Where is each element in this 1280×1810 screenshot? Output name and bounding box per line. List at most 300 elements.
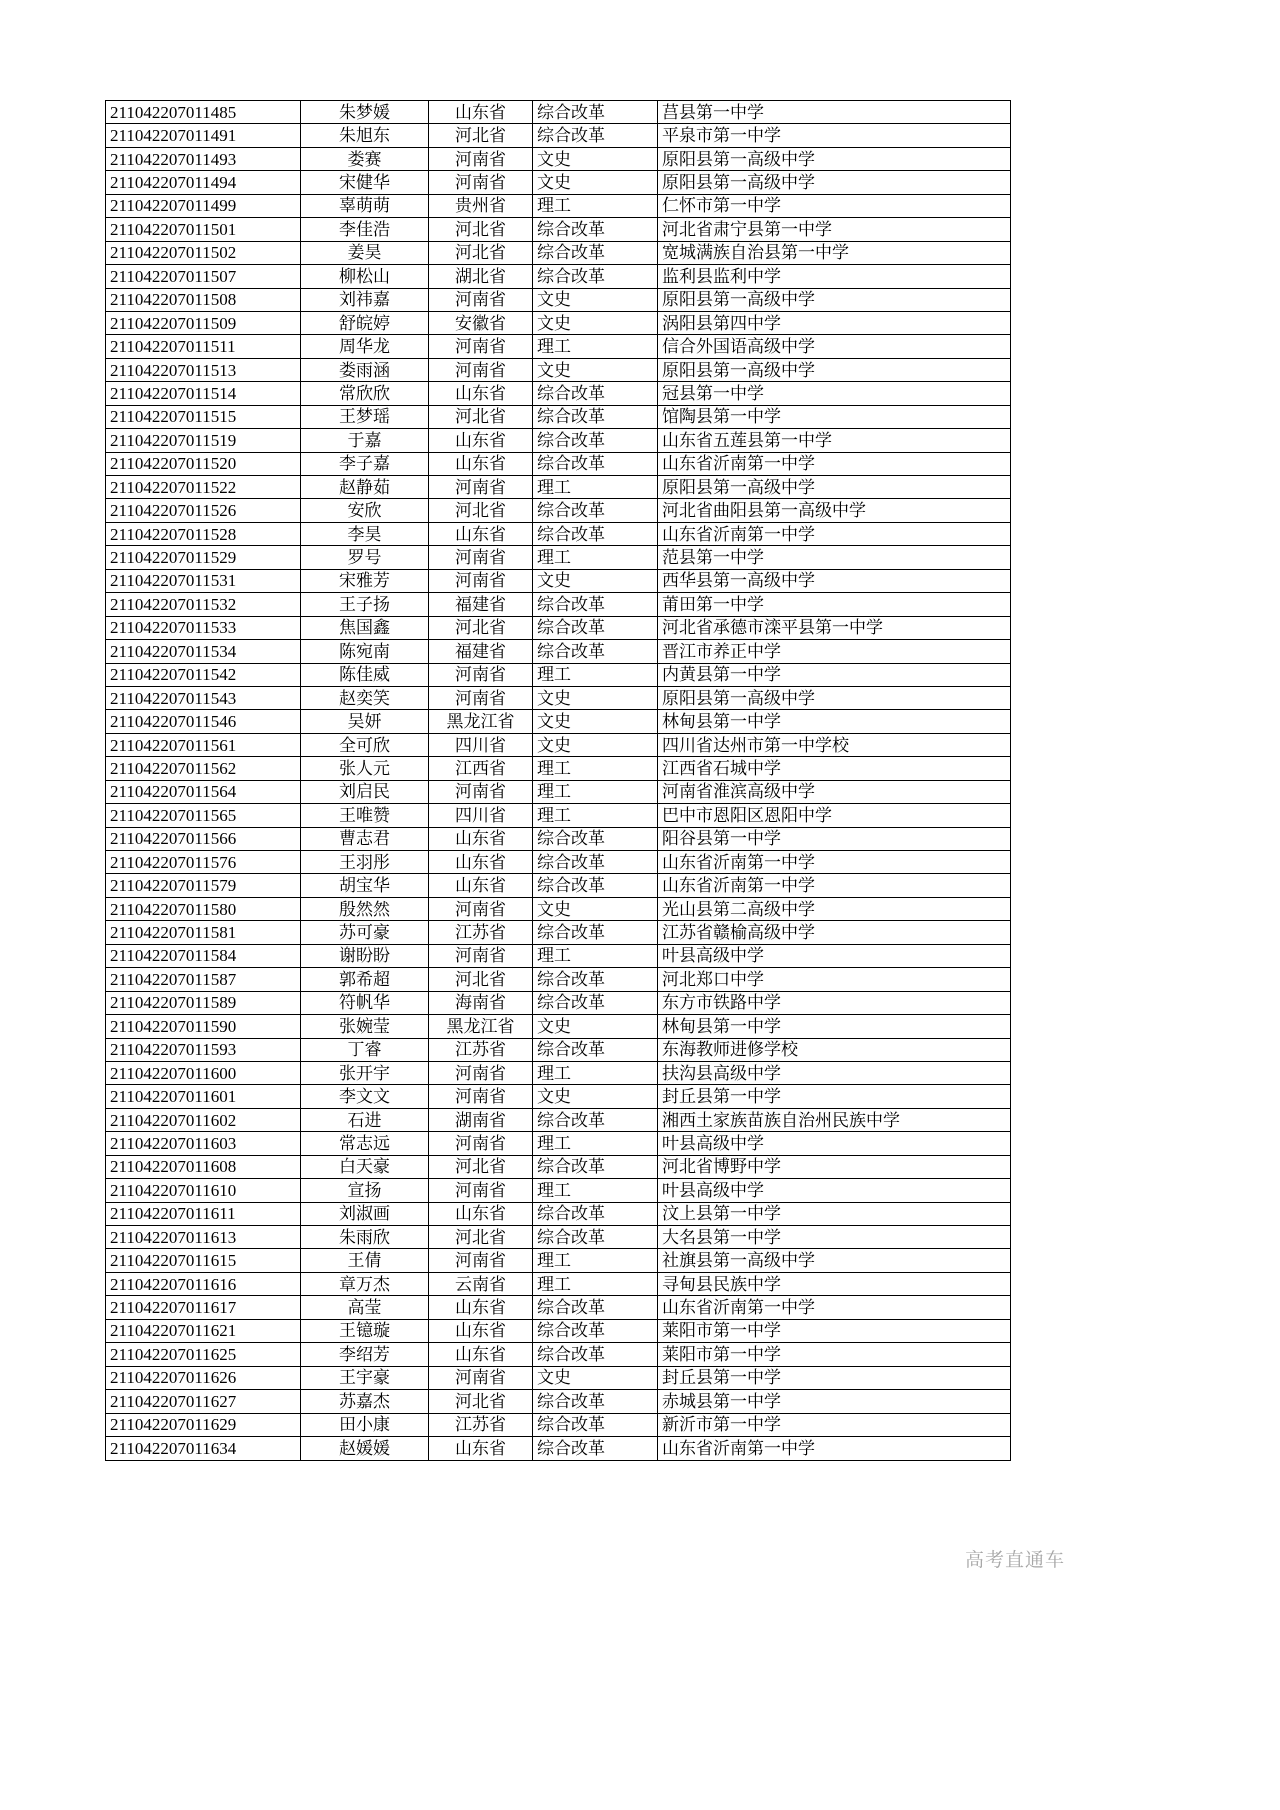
table-row <box>106 1038 1011 1061</box>
cell-school: 新沂市第一中学 <box>658 1413 1011 1436</box>
cell-name: 王子扬 <box>301 593 429 616</box>
cell-id: 211042207011546 <box>106 710 301 733</box>
cell-category: 文史 <box>533 147 658 170</box>
cell-school: 湘西土家族苗族自治州民族中学 <box>658 1108 1011 1131</box>
cell-province: 黑龙江省 <box>429 1015 533 1038</box>
cell-school: 寻甸县民族中学 <box>658 1272 1011 1295</box>
table-row <box>106 429 1011 452</box>
table-row <box>106 147 1011 170</box>
cell-province: 山东省 <box>429 1319 533 1342</box>
cell-province: 河南省 <box>429 1179 533 1202</box>
cell-province: 江西省 <box>429 757 533 780</box>
table-row <box>106 569 1011 592</box>
student-roster-table <box>105 100 1011 1461</box>
table-row <box>106 757 1011 780</box>
cell-category: 综合改革 <box>533 921 658 944</box>
cell-category: 文史 <box>533 288 658 311</box>
cell-school: 林甸县第一中学 <box>658 710 1011 733</box>
cell-province: 河南省 <box>429 171 533 194</box>
table-row <box>106 991 1011 1014</box>
cell-category: 综合改革 <box>533 265 658 288</box>
cell-category: 综合改革 <box>533 616 658 639</box>
table-row <box>106 124 1011 147</box>
cell-name: 殷然然 <box>301 897 429 920</box>
cell-province: 河南省 <box>429 1132 533 1155</box>
cell-id: 211042207011627 <box>106 1390 301 1413</box>
cell-name: 郭希超 <box>301 968 429 991</box>
cell-name: 李子嘉 <box>301 452 429 475</box>
cell-id: 211042207011526 <box>106 499 301 522</box>
cell-id: 211042207011491 <box>106 124 301 147</box>
cell-school: 河北省肃宁县第一中学 <box>658 218 1011 241</box>
cell-id: 211042207011603 <box>106 1132 301 1155</box>
table-row <box>106 780 1011 803</box>
cell-school: 信合外国语高级中学 <box>658 335 1011 358</box>
cell-id: 211042207011494 <box>106 171 301 194</box>
cell-category: 综合改革 <box>533 218 658 241</box>
cell-name: 王倩 <box>301 1249 429 1272</box>
table-row <box>106 1015 1011 1038</box>
cell-category: 理工 <box>533 780 658 803</box>
cell-name: 张婉莹 <box>301 1015 429 1038</box>
table-row <box>106 663 1011 686</box>
cell-name: 于嘉 <box>301 429 429 452</box>
cell-id: 211042207011501 <box>106 218 301 241</box>
cell-id: 211042207011561 <box>106 733 301 756</box>
cell-category: 综合改革 <box>533 640 658 663</box>
cell-name: 娄雨涵 <box>301 358 429 381</box>
cell-school: 冠县第一中学 <box>658 382 1011 405</box>
cell-name: 罗号 <box>301 546 429 569</box>
cell-school: 莆田第一中学 <box>658 593 1011 616</box>
cell-id: 211042207011629 <box>106 1413 301 1436</box>
table-row <box>106 405 1011 428</box>
cell-name: 陈佳威 <box>301 663 429 686</box>
cell-province: 山东省 <box>429 382 533 405</box>
table-row <box>106 686 1011 709</box>
cell-name: 李绍芳 <box>301 1343 429 1366</box>
cell-school: 江苏省赣榆高级中学 <box>658 921 1011 944</box>
cell-id: 211042207011522 <box>106 476 301 499</box>
table-row <box>106 452 1011 475</box>
cell-category: 综合改革 <box>533 1390 658 1413</box>
cell-school: 江西省石城中学 <box>658 757 1011 780</box>
cell-name: 朱雨欣 <box>301 1226 429 1249</box>
table-row <box>106 851 1011 874</box>
cell-province: 河北省 <box>429 499 533 522</box>
cell-category: 理工 <box>533 1249 658 1272</box>
cell-school: 原阳县第一高级中学 <box>658 288 1011 311</box>
cell-category: 综合改革 <box>533 241 658 264</box>
cell-id: 211042207011579 <box>106 874 301 897</box>
cell-category: 综合改革 <box>533 382 658 405</box>
cell-id: 211042207011543 <box>106 686 301 709</box>
cell-category: 理工 <box>533 944 658 967</box>
cell-id: 211042207011532 <box>106 593 301 616</box>
cell-name: 章万杰 <box>301 1272 429 1295</box>
cell-school: 扶沟县高级中学 <box>658 1061 1011 1084</box>
table-row <box>106 1179 1011 1202</box>
cell-name: 张人元 <box>301 757 429 780</box>
cell-category: 综合改革 <box>533 1319 658 1342</box>
cell-category: 综合改革 <box>533 405 658 428</box>
table-row <box>106 1085 1011 1108</box>
table-row <box>106 522 1011 545</box>
table-row <box>106 640 1011 663</box>
cell-school: 四川省达州市第一中学校 <box>658 733 1011 756</box>
cell-province: 河北省 <box>429 241 533 264</box>
cell-category: 文史 <box>533 358 658 381</box>
cell-category: 综合改革 <box>533 452 658 475</box>
cell-category: 综合改革 <box>533 1436 658 1460</box>
cell-category: 综合改革 <box>533 593 658 616</box>
cell-province: 河南省 <box>429 476 533 499</box>
cell-school: 仁怀市第一中学 <box>658 194 1011 217</box>
cell-name: 李昊 <box>301 522 429 545</box>
table-row <box>106 1413 1011 1436</box>
cell-id: 211042207011508 <box>106 288 301 311</box>
cell-id: 211042207011611 <box>106 1202 301 1225</box>
cell-name: 王唯赞 <box>301 804 429 827</box>
cell-category: 理工 <box>533 335 658 358</box>
table-row <box>106 1132 1011 1155</box>
table-row <box>106 546 1011 569</box>
table-row <box>106 358 1011 381</box>
table-row <box>106 1343 1011 1366</box>
table-row <box>106 241 1011 264</box>
cell-id: 211042207011534 <box>106 640 301 663</box>
cell-school: 叶县高级中学 <box>658 1132 1011 1155</box>
cell-name: 周华龙 <box>301 335 429 358</box>
cell-school: 莱阳市第一中学 <box>658 1343 1011 1366</box>
cell-province: 湖北省 <box>429 265 533 288</box>
cell-name: 刘祎嘉 <box>301 288 429 311</box>
cell-id: 211042207011511 <box>106 335 301 358</box>
cell-province: 山东省 <box>429 429 533 452</box>
cell-category: 文史 <box>533 733 658 756</box>
cell-school: 涡阳县第四中学 <box>658 311 1011 334</box>
cell-name: 焦国鑫 <box>301 616 429 639</box>
table-row <box>106 1436 1011 1460</box>
cell-school: 叶县高级中学 <box>658 944 1011 967</box>
cell-id: 211042207011610 <box>106 1179 301 1202</box>
cell-id: 211042207011593 <box>106 1038 301 1061</box>
cell-province: 河南省 <box>429 663 533 686</box>
table-row <box>106 1202 1011 1225</box>
cell-school: 叶县高级中学 <box>658 1179 1011 1202</box>
cell-id: 211042207011601 <box>106 1085 301 1108</box>
table-row <box>106 1296 1011 1319</box>
cell-id: 211042207011616 <box>106 1272 301 1295</box>
table-row <box>106 1061 1011 1084</box>
cell-category: 综合改革 <box>533 1226 658 1249</box>
table-row <box>106 499 1011 522</box>
cell-school: 河北省博野中学 <box>658 1155 1011 1178</box>
cell-id: 211042207011542 <box>106 663 301 686</box>
cell-name: 宣扬 <box>301 1179 429 1202</box>
cell-category: 文史 <box>533 686 658 709</box>
cell-province: 河南省 <box>429 944 533 967</box>
cell-category: 综合改革 <box>533 1038 658 1061</box>
cell-id: 211042207011499 <box>106 194 301 217</box>
table-row <box>106 171 1011 194</box>
cell-school: 莒县第一中学 <box>658 101 1011 124</box>
cell-category: 文史 <box>533 171 658 194</box>
cell-school: 河南省淮滨高级中学 <box>658 780 1011 803</box>
cell-category: 综合改革 <box>533 968 658 991</box>
cell-id: 211042207011600 <box>106 1061 301 1084</box>
cell-id: 211042207011584 <box>106 944 301 967</box>
cell-school: 山东省沂南第一中学 <box>658 1436 1011 1460</box>
cell-school: 山东省沂南第一中学 <box>658 522 1011 545</box>
cell-name: 苏嘉杰 <box>301 1390 429 1413</box>
cell-name: 常志远 <box>301 1132 429 1155</box>
cell-id: 211042207011581 <box>106 921 301 944</box>
cell-category: 理工 <box>533 757 658 780</box>
cell-school: 山东省沂南第一中学 <box>658 874 1011 897</box>
cell-school: 原阳县第一高级中学 <box>658 358 1011 381</box>
cell-school: 山东省沂南第一中学 <box>658 452 1011 475</box>
table-row <box>106 874 1011 897</box>
watermark-text: 高考直通车 <box>964 1550 1065 1571</box>
cell-province: 江苏省 <box>429 1413 533 1436</box>
cell-name: 刘启民 <box>301 780 429 803</box>
cell-name: 娄赛 <box>301 147 429 170</box>
cell-category: 理工 <box>533 1061 658 1084</box>
cell-name: 苏可豪 <box>301 921 429 944</box>
cell-province: 黑龙江省 <box>429 710 533 733</box>
cell-school: 河北省承德市滦平县第一中学 <box>658 616 1011 639</box>
cell-name: 谢盼盼 <box>301 944 429 967</box>
cell-province: 河南省 <box>429 358 533 381</box>
cell-name: 赵静茹 <box>301 476 429 499</box>
cell-id: 211042207011502 <box>106 241 301 264</box>
cell-category: 文史 <box>533 1015 658 1038</box>
table-row <box>106 710 1011 733</box>
cell-name: 李佳浩 <box>301 218 429 241</box>
cell-name: 赵媛媛 <box>301 1436 429 1460</box>
table-row <box>106 593 1011 616</box>
cell-category: 综合改革 <box>533 851 658 874</box>
cell-id: 211042207011515 <box>106 405 301 428</box>
cell-category: 综合改革 <box>533 1413 658 1436</box>
cell-id: 211042207011507 <box>106 265 301 288</box>
cell-name: 丁睿 <box>301 1038 429 1061</box>
cell-name: 朱旭东 <box>301 124 429 147</box>
cell-school: 馆陶县第一中学 <box>658 405 1011 428</box>
table-row <box>106 1108 1011 1131</box>
cell-category: 理工 <box>533 804 658 827</box>
cell-province: 河北省 <box>429 405 533 428</box>
cell-id: 211042207011625 <box>106 1343 301 1366</box>
cell-category: 综合改革 <box>533 429 658 452</box>
cell-category: 文史 <box>533 569 658 592</box>
cell-school: 内黄县第一中学 <box>658 663 1011 686</box>
cell-province: 河南省 <box>429 1085 533 1108</box>
cell-name: 张开宇 <box>301 1061 429 1084</box>
cell-id: 211042207011617 <box>106 1296 301 1319</box>
cell-name: 安欣 <box>301 499 429 522</box>
cell-category: 综合改革 <box>533 827 658 850</box>
table-row <box>106 335 1011 358</box>
cell-category: 理工 <box>533 194 658 217</box>
cell-province: 河南省 <box>429 288 533 311</box>
cell-id: 211042207011513 <box>106 358 301 381</box>
cell-province: 江苏省 <box>429 1038 533 1061</box>
cell-name: 辜萌萌 <box>301 194 429 217</box>
cell-school: 原阳县第一高级中学 <box>658 147 1011 170</box>
cell-id: 211042207011493 <box>106 147 301 170</box>
cell-category: 理工 <box>533 1132 658 1155</box>
cell-province: 贵州省 <box>429 194 533 217</box>
cell-school: 宽城满族自治县第一中学 <box>658 241 1011 264</box>
cell-school: 林甸县第一中学 <box>658 1015 1011 1038</box>
cell-province: 江苏省 <box>429 921 533 944</box>
cell-province: 河南省 <box>429 569 533 592</box>
table-row <box>106 476 1011 499</box>
cell-category: 综合改革 <box>533 1343 658 1366</box>
cell-province: 河南省 <box>429 147 533 170</box>
table-row <box>106 827 1011 850</box>
cell-id: 211042207011564 <box>106 780 301 803</box>
cell-name: 陈宛南 <box>301 640 429 663</box>
table-row <box>106 1319 1011 1342</box>
cell-id: 211042207011565 <box>106 804 301 827</box>
cell-province: 海南省 <box>429 991 533 1014</box>
table-row <box>106 265 1011 288</box>
cell-school: 封丘县第一中学 <box>658 1085 1011 1108</box>
cell-school: 赤城县第一中学 <box>658 1390 1011 1413</box>
cell-category: 综合改革 <box>533 874 658 897</box>
cell-province: 河南省 <box>429 780 533 803</box>
cell-name: 石进 <box>301 1108 429 1131</box>
cell-school: 河北省曲阳县第一高级中学 <box>658 499 1011 522</box>
cell-category: 综合改革 <box>533 124 658 147</box>
cell-school: 莱阳市第一中学 <box>658 1319 1011 1342</box>
cell-name: 刘淑画 <box>301 1202 429 1225</box>
cell-id: 211042207011626 <box>106 1366 301 1389</box>
cell-category: 综合改革 <box>533 499 658 522</box>
cell-province: 山东省 <box>429 874 533 897</box>
cell-category: 综合改革 <box>533 1296 658 1319</box>
cell-name: 柳松山 <box>301 265 429 288</box>
cell-id: 211042207011531 <box>106 569 301 592</box>
cell-province: 河北省 <box>429 968 533 991</box>
table-row <box>106 804 1011 827</box>
cell-school: 光山县第二高级中学 <box>658 897 1011 920</box>
cell-province: 河南省 <box>429 1366 533 1389</box>
cell-province: 河南省 <box>429 897 533 920</box>
cell-category: 理工 <box>533 1272 658 1295</box>
cell-category: 文史 <box>533 1085 658 1108</box>
cell-id: 211042207011576 <box>106 851 301 874</box>
cell-school: 河北郑口中学 <box>658 968 1011 991</box>
table-row <box>106 218 1011 241</box>
cell-province: 山东省 <box>429 452 533 475</box>
cell-id: 211042207011533 <box>106 616 301 639</box>
cell-category: 综合改革 <box>533 1108 658 1131</box>
cell-id: 211042207011613 <box>106 1226 301 1249</box>
cell-id: 211042207011520 <box>106 452 301 475</box>
cell-name: 王羽彤 <box>301 851 429 874</box>
table-row <box>106 311 1011 334</box>
cell-name: 王梦瑶 <box>301 405 429 428</box>
table-row <box>106 382 1011 405</box>
cell-name: 王宇豪 <box>301 1366 429 1389</box>
cell-province: 河北省 <box>429 1390 533 1413</box>
cell-school: 巴中市恩阳区恩阳中学 <box>658 804 1011 827</box>
cell-id: 211042207011587 <box>106 968 301 991</box>
cell-id: 211042207011566 <box>106 827 301 850</box>
cell-name: 王镱璇 <box>301 1319 429 1342</box>
cell-province: 福建省 <box>429 593 533 616</box>
cell-school: 封丘县第一中学 <box>658 1366 1011 1389</box>
cell-school: 阳谷县第一中学 <box>658 827 1011 850</box>
cell-school: 原阳县第一高级中学 <box>658 171 1011 194</box>
cell-school: 山东省沂南第一中学 <box>658 1296 1011 1319</box>
table-row <box>106 194 1011 217</box>
cell-id: 211042207011621 <box>106 1319 301 1342</box>
cell-province: 四川省 <box>429 804 533 827</box>
cell-id: 211042207011514 <box>106 382 301 405</box>
cell-province: 河南省 <box>429 1249 533 1272</box>
cell-province: 山东省 <box>429 851 533 874</box>
cell-school: 监利县监利中学 <box>658 265 1011 288</box>
cell-province: 安徽省 <box>429 311 533 334</box>
cell-school: 平泉市第一中学 <box>658 124 1011 147</box>
table-body <box>106 101 1011 1461</box>
table-row <box>106 1366 1011 1389</box>
cell-school: 东方市铁路中学 <box>658 991 1011 1014</box>
table-row <box>106 968 1011 991</box>
cell-province: 山东省 <box>429 1296 533 1319</box>
cell-province: 山东省 <box>429 1202 533 1225</box>
cell-province: 河北省 <box>429 1155 533 1178</box>
cell-category: 文史 <box>533 1366 658 1389</box>
cell-province: 山东省 <box>429 827 533 850</box>
cell-province: 河南省 <box>429 335 533 358</box>
cell-id: 211042207011580 <box>106 897 301 920</box>
table-row <box>106 1155 1011 1178</box>
cell-name: 朱梦媛 <box>301 101 429 124</box>
cell-school: 山东省沂南第一中学 <box>658 851 1011 874</box>
cell-name: 全可欣 <box>301 733 429 756</box>
table-row <box>106 897 1011 920</box>
cell-category: 理工 <box>533 476 658 499</box>
cell-category: 理工 <box>533 663 658 686</box>
cell-name: 姜昊 <box>301 241 429 264</box>
cell-id: 211042207011590 <box>106 1015 301 1038</box>
cell-school: 山东省五莲县第一中学 <box>658 429 1011 452</box>
cell-school: 汶上县第一中学 <box>658 1202 1011 1225</box>
table-row <box>106 1226 1011 1249</box>
cell-name: 赵奕笑 <box>301 686 429 709</box>
table-row <box>106 944 1011 967</box>
cell-name: 舒皖婷 <box>301 311 429 334</box>
table-row <box>106 1272 1011 1295</box>
table-row <box>106 1390 1011 1413</box>
cell-school: 社旗县第一高级中学 <box>658 1249 1011 1272</box>
cell-school: 大名县第一中学 <box>658 1226 1011 1249</box>
cell-name: 李文文 <box>301 1085 429 1108</box>
cell-id: 211042207011485 <box>106 101 301 124</box>
cell-province: 山东省 <box>429 1436 533 1460</box>
cell-category: 综合改革 <box>533 1202 658 1225</box>
cell-id: 211042207011528 <box>106 522 301 545</box>
cell-category: 综合改革 <box>533 101 658 124</box>
cell-id: 211042207011602 <box>106 1108 301 1131</box>
cell-province: 山东省 <box>429 1343 533 1366</box>
